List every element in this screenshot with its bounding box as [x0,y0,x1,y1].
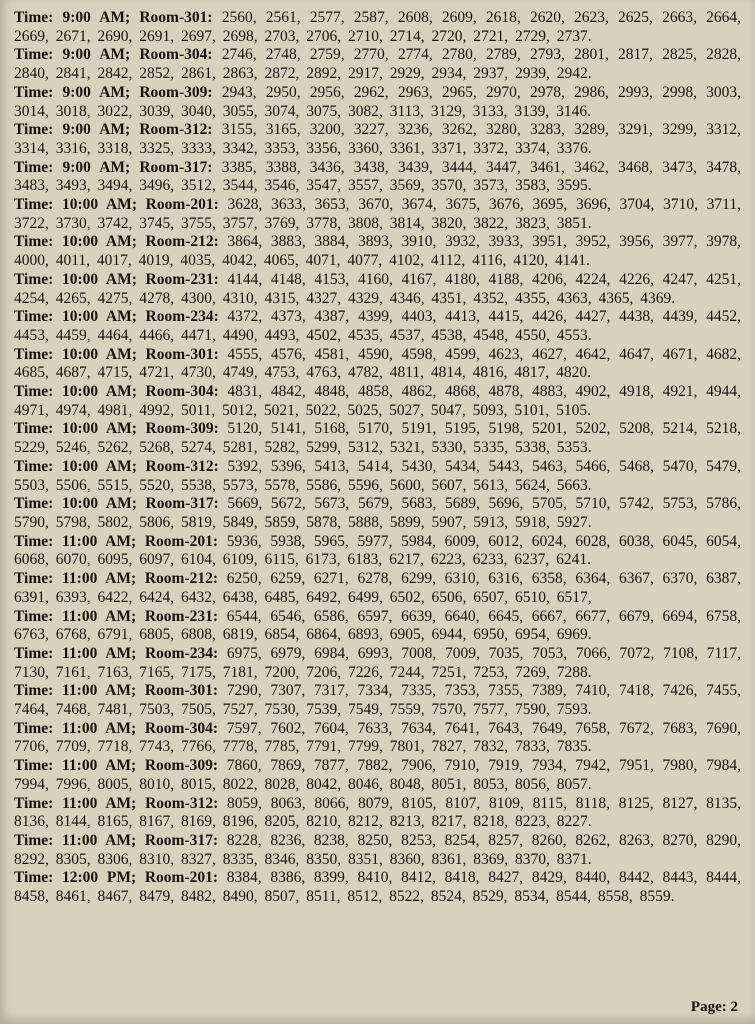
schedule-entry [14,682,741,719]
schedule-list [14,9,741,907]
entry-seat-numbers: 3628, 3633, 3653, 3670, 3674, 3675, 3676, 3695, 3696, 3704, 3710, 3711, 3722, 3730, 3742, 3745, 3755, 3757, 3769, 3778, 3808, 3814, 3820, 3822, 3823, 3851. [14,196,741,232]
schedule-entry [14,458,741,495]
entry-time-room-label: Time: 9:00 AM; Room-312: [14,121,213,139]
entry-seat-numbers: 8384, 8386, 8399, 8410, 8412, 8418, 8427, 8429, 8440, 8442, 8443, 8444, 8458, 8461, 8467, 8479, 8482, 8490, 8507, 8511, 8512, 8522, 8524, 8529, 8534, 8544, 8558, 8559. [14,869,742,906]
entry-seat-numbers: 8059, 8063, 8066, 8079, 8105, 8107, 8109, 8115, 8118, 8125, 8127, 8135, 8136, 8144, 8165, 8167, 8169, 8196, 8205, 8210, 8212, 8213, 8217, 8218, 8223, 8227. [14,794,741,831]
entry-seat-numbers: 6250, 6259, 6271, 6278, 6299, 6310, 6316, 6358, 6364, 6367, 6370, 6387, 6391, 6393, 6422, 6424, 6432, 6438, 6485, 6492, 6499, 6502, 6506, 6507, 6510, 6517, [14,570,741,606]
entry-time-room-label: Time: 10:00 AM; Room-212: [14,233,219,251]
entry-time-room-label: Time: 11:00 AM; Room-234: [14,644,219,662]
entry-seat-numbers: 4555, 4576, 4581, 4590, 4598, 4599, 4623, 4627, 4642, 4647, 4671, 4682, 4685, 4687, 4715, 4721, 4730, 4749, 4753, 4763, 4782, 4811, 4814, 4816, 4817, 4820. [14,345,741,382]
page-number: Page: 2 [690,999,738,1015]
schedule-entry [14,233,741,270]
entry-time-room-label: Time: 11:00 AM; Room-301: [14,682,219,700]
entry-seat-numbers: 4831, 4842, 4848, 4858, 4862, 4868, 4878, 4883, 4902, 4918, 4921, 4944, 4971, 4974, 4981, 4992, 5011, 5012, 5021, 5022, 5025, 5027, 5047, 5093, 5101, 5105. [14,383,741,419]
entry-time-room-label: Time: 11:00 AM; Room-201: [14,532,219,550]
entry-seat-numbers: 5669, 5672, 5673, 5679, 5683, 5689, 5696, 5705, 5710, 5742, 5753, 5786, 5790, 5798, 5802, 5806, 5819, 5849, 5859, 5878, 5888, 5899, 5907, 5913, 5918, 5927. [14,495,741,531]
schedule-entry [14,533,741,570]
entry-time-room-label: Time: 12:00 PM; Room-201: [14,869,219,887]
entry-seat-numbers: 5120, 5141, 5168, 5170, 5191, 5195, 5198, 5201, 5202, 5208, 5214, 5218, 5229, 5246, 5262, 5268, 5274, 5281, 5282, 5299, 5312, 5321, 5330, 5335, 5338, 5353. [14,420,741,457]
entry-seat-numbers: 8228, 8236, 8238, 8250, 8253, 8254, 8257, 8260, 8262, 8263, 8270, 8290, 8292, 8305, 8306, 8310, 8327, 8335, 8346, 8350, 8351, 8360, 8361, 8369, 8370, 8371. [14,831,741,868]
schedule-entry [14,121,741,158]
entry-time-room-label: Time: 10:00 AM; Room-301: [14,345,219,363]
entry-time-room-label: Time: 10:00 AM; Room-231: [14,270,219,288]
entry-seat-numbers: 5392, 5396, 5413, 5414, 5430, 5434, 5443, 5463, 5466, 5468, 5470, 5479, 5503, 5506, 5515, 5520, 5538, 5573, 5578, 5586, 5596, 5600, 5607, 5613, 5624, 5663. [14,457,741,494]
schedule-entry [14,420,741,457]
entry-time-room-label: Time: 9:00 AM; Room-304: [14,46,213,64]
schedule-entry [14,84,741,121]
entry-time-room-label: Time: 11:00 AM; Room-212: [14,570,219,588]
entry-seat-numbers: 7290, 7307, 7317, 7334, 7335, 7353, 7355, 7389, 7410, 7418, 7426, 7455, 7464, 7468, 7481, 7503, 7505, 7527, 7530, 7539, 7549, 7559, 7570, 7577, 7590, 7593. [14,682,741,719]
entry-seat-numbers: 2746, 2748, 2759, 2770, 2774, 2780, 2789, 2793, 2801, 2817, 2825, 2828, 2840, 2841, 2842, 2852, 2861, 2863, 2872, 2892, 2917, 2929, 2934, 2937, 2939, 2942. [14,46,741,83]
schedule-entry [14,9,741,46]
entry-time-room-label: Time: 10:00 AM; Room-201: [14,196,219,214]
schedule-entry [14,645,741,682]
schedule-entry [14,832,741,869]
schedule-entry [14,608,741,645]
schedule-entry [14,346,741,383]
schedule-entry [14,46,741,83]
schedule-entry [14,308,741,345]
entry-time-room-label: Time: 10:00 AM; Room-309: [14,420,219,438]
schedule-entry [14,795,741,832]
entry-time-room-label: Time: 10:00 AM; Room-304: [14,383,219,401]
entry-time-room-label: Time: 10:00 AM; Room-317: [14,495,219,513]
entry-seat-numbers: 7860, 7869, 7877, 7882, 7906, 7910, 7919, 7934, 7942, 7951, 7980, 7984, 7994, 7996, 8005, 8010, 8015, 8022, 8028, 8042, 8046, 8048, 8051, 8053, 8056, 8057. [14,757,741,793]
entry-seat-numbers: 5936, 5938, 5965, 5977, 5984, 6009, 6012, 6024, 6028, 6038, 6045, 6054, 6068, 6070, 6095, 6097, 6104, 6109, 6115, 6173, 6183, 6217, 6223, 6233, 6237, 6241. [14,532,741,569]
schedule-entry [14,383,741,420]
entry-time-room-label: Time: 9:00 AM; Room-317: [14,158,213,176]
entry-seat-numbers: 6975, 6979, 6984, 6993, 7008, 7009, 7035, 7053, 7066, 7072, 7108, 7117, 7130, 7161, 7163, 7165, 7175, 7181, 7200, 7206, 7226, 7244, 7251, 7253, 7269, 7288. [14,644,741,681]
schedule-entry [14,570,741,607]
entry-seat-numbers: 7597, 7602, 7604, 7633, 7634, 7641, 7643, 7649, 7658, 7672, 7683, 7690, 7706, 7709, 7718, 7743, 7766, 7778, 7785, 7791, 7799, 7801, 7827, 7832, 7833, 7835. [14,719,741,756]
schedule-entry [14,159,741,196]
schedule-entry [14,196,741,233]
entry-time-room-label: Time: 9:00 AM; Room-309: [14,83,213,101]
entry-seat-numbers: 3385, 3388, 3436, 3438, 3439, 3444, 3447, 3461, 3462, 3468, 3473, 3478, 3483, 3493, 3494, 3496, 3512, 3544, 3546, 3547, 3557, 3569, 3570, 3573, 3583, 3595. [14,158,741,195]
entry-seat-numbers: 4144, 4148, 4153, 4160, 4167, 4180, 4188, 4206, 4224, 4226, 4247, 4251, 4254, 4265, 4275, 4278, 4300, 4310, 4315, 4327, 4329, 4346, 4351, 4352, 4355, 4363, 4365, 4369. [14,270,741,307]
schedule-entry [14,271,741,308]
entry-seat-numbers: 3864, 3883, 3884, 3893, 3910, 3932, 3933, 3951, 3952, 3956, 3977, 3978, 4000, 4011, 4017, 4019, 4035, 4042, 4065, 4071, 4077, 4102, 4112, 4116, 4120, 4141. [14,233,741,270]
entry-time-room-label: Time: 11:00 AM; Room-312: [14,794,219,812]
entry-seat-numbers: 3155, 3165, 3200, 3227, 3236, 3262, 3280, 3283, 3289, 3291, 3299, 3312, 3314, 3316, 3318, 3325, 3333, 3342, 3353, 3356, 3360, 3361, 3371, 3372, 3374, 3376. [14,121,741,157]
entry-time-room-label: Time: 9:00 AM; Room-301: [14,9,213,26]
entry-seat-numbers: 6544, 6546, 6586, 6597, 6639, 6640, 6645, 6667, 6677, 6679, 6694, 6758, 6763, 6768, 6791, 6805, 6808, 6819, 6854, 6864, 6893, 6905, 6944, 6950, 6954, 6969. [14,607,741,644]
schedule-entry [14,720,741,757]
entry-seat-numbers: 4372, 4373, 4387, 4399, 4403, 4413, 4415, 4426, 4427, 4438, 4439, 4452, 4453, 4459, 4464, 4466, 4471, 4490, 4493, 4502, 4535, 4537, 4538, 4548, 4550, 4553. [14,308,741,344]
entry-time-room-label: Time: 11:00 AM; Room-231: [14,607,219,625]
entry-time-room-label: Time: 11:00 AM; Room-304: [14,719,219,737]
schedule-entry [14,869,741,906]
entry-time-room-label: Time: 10:00 AM; Room-234: [14,308,219,326]
entry-seat-numbers: 2943, 2950, 2956, 2962, 2963, 2965, 2970, 2978, 2986, 2993, 2998, 3003, 3014, 3018, 3022, 3039, 3040, 3055, 3074, 3075, 3082, 3113, 3129, 3133, 3139, 3146. [14,83,741,120]
entry-time-room-label: Time: 11:00 AM; Room-309: [14,757,219,775]
entry-time-room-label: Time: 11:00 AM; Room-317: [14,831,219,849]
entry-seat-numbers: 2560, 2561, 2577, 2587, 2608, 2609, 2618, 2620, 2623, 2625, 2663, 2664, 2669, 2671, 2690, 2691, 2697, 2698, 2703, 2706, 2710, 2714, 2720, 2721, 2729, 2737. [14,9,741,45]
schedule-entry [14,495,741,532]
schedule-entry [14,757,741,794]
entry-time-room-label: Time: 10:00 AM; Room-312: [14,457,219,475]
